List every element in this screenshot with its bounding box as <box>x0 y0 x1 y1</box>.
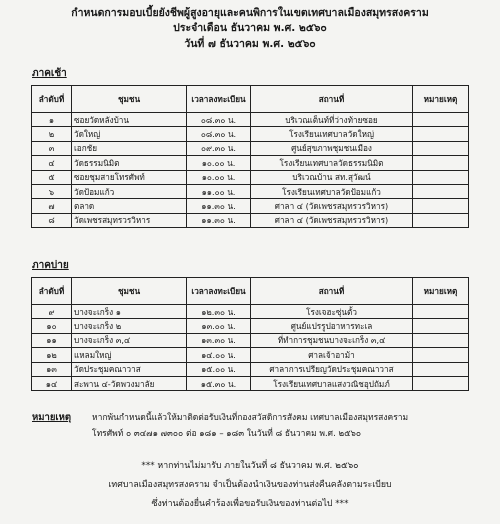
cell-note <box>413 156 469 170</box>
cell-time: ๐๘.๓๐ น. <box>187 113 251 127</box>
cell-time: ๑๒.๓๐ น. <box>187 305 251 319</box>
cell-time: ๑๑.๐๐ น. <box>187 184 251 198</box>
cell-time: ๑๔.๐๐ น. <box>187 348 251 362</box>
table-row <box>32 127 469 141</box>
cell-place: โรงเรียนเทศบาลวัดธรรมนิมิต <box>251 156 413 170</box>
cell-community: สะพาน ๔-วัดพวงมาลัย <box>72 376 187 390</box>
table-row <box>32 170 469 184</box>
remarks-line-1: หากพ้นกำหนดนี้แล้วให้มาติดต่อรับเงินที่กองสวัสดิการสังคม เทศบาลเมืองสมุทรสงคราม <box>92 413 409 423</box>
cell-note <box>413 113 469 127</box>
cell-no: ๕ <box>32 170 72 184</box>
footer-line-2: เทศบาลเมืองสมุทรสงคราม จำเป็นต้องนำเงินของท่านส่งคืนคลังตามระเบียบ <box>108 480 392 490</box>
table-row <box>32 141 469 155</box>
cell-time: ๑๑.๓๐ น. <box>187 199 251 213</box>
cell-place: ศาลาการเปรียญวัดประชุมคณาวาส <box>251 362 413 376</box>
cell-place: ศูนย์สุขภาพชุมชนเมือง <box>251 141 413 155</box>
cell-community: วัดธรรมนิมิต <box>72 156 187 170</box>
table-row <box>32 113 469 127</box>
cell-no: ๑๓ <box>32 362 72 376</box>
cell-community: เอกชัย <box>72 141 187 155</box>
cell-place: โรงเรียนเทศบาลวัดป้อมแก้ว <box>251 184 413 198</box>
cell-community: วัดประชุมคณาวาส <box>72 362 187 376</box>
cell-note <box>413 141 469 155</box>
cell-time: ๑๐.๐๐ น. <box>187 156 251 170</box>
cell-note <box>413 127 469 141</box>
table-row <box>32 376 469 390</box>
cell-time: ๐๙.๓๐ น. <box>187 141 251 155</box>
cell-no: ๙ <box>32 305 72 319</box>
cell-time: ๑๕.๐๐ น. <box>187 362 251 376</box>
cell-note <box>413 184 469 198</box>
cell-note <box>413 362 469 376</box>
cell-no: ๑ <box>32 113 72 127</box>
cell-community: ตลาด <box>72 199 187 213</box>
cell-no: ๖ <box>32 184 72 198</box>
cell-no: ๑๒ <box>32 348 72 362</box>
cell-time: ๑๓.๐๐ น. <box>187 319 251 333</box>
footer-line-3: ซึ่งท่านต้องยื่นคำร้องเพื่อขอรับเงินของท่านต่อไป *** <box>151 499 349 509</box>
remarks-line-2: โทรศัพท์ ๐ ๓๔๗๑ ๗๓๐๐ ต่อ ๑๘๑ – ๑๘๓ ในวันที่ ๘ ธันวาคม พ.ศ. ๒๕๖๐ <box>92 429 362 439</box>
column-header-community: ชุมชน <box>72 278 187 305</box>
table-row <box>32 333 469 347</box>
cell-place: บริเวณบ้าน สท.สุวัฒน์ <box>251 170 413 184</box>
column-header-no: ลำดับที่ <box>32 86 72 113</box>
cell-community: บางจะเกร็ง ๓,๔ <box>72 333 187 347</box>
cell-place: ศูนย์แปรรูปอาหารทะเล <box>251 319 413 333</box>
cell-community: บางจะเกร็ง ๒ <box>72 319 187 333</box>
morning-section-label: ภาคเช้า <box>32 68 67 79</box>
footer-line-1: *** หากท่านไม่มารับ ภายในวันที่ ๘ ธันวาคม พ.ศ. ๒๕๖๐ <box>141 461 359 471</box>
document-month: ประจำเดือน ธันวาคม พ.ศ. ๒๕๖๐ <box>173 22 327 34</box>
table-row <box>32 199 469 213</box>
cell-no: ๘ <box>32 213 72 227</box>
cell-no: ๑๔ <box>32 376 72 390</box>
table-row <box>32 305 469 319</box>
document-date: วันที่ ๗ ธันวาคม พ.ศ. ๒๕๖๐ <box>184 38 316 50</box>
column-header-place: สถานที่ <box>251 86 413 113</box>
cell-note <box>413 319 469 333</box>
table-row <box>32 184 469 198</box>
cell-note <box>413 333 469 347</box>
table-row <box>32 348 469 362</box>
cell-place: โรงเรียนเทศบาลวัดใหญ่ <box>251 127 413 141</box>
cell-community: บางจะเกร็ง ๑ <box>72 305 187 319</box>
cell-note <box>413 348 469 362</box>
column-header-note: หมายเหตุ <box>413 278 469 305</box>
cell-time: ๑๐.๐๐ น. <box>187 170 251 184</box>
remarks-label: หมายเหตุ <box>32 412 72 423</box>
cell-place: ศาลา ๔ (วัดเพชรสมุทรวรวิหาร) <box>251 199 413 213</box>
cell-time: ๐๘.๓๐ น. <box>187 127 251 141</box>
table-row <box>32 213 469 227</box>
document-title: กำหนดการมอบเบี้ยยังชีพผู้สูงอายุและคนพิการในเขตเทศบาลเมืองสมุทรสงคราม <box>71 7 429 19</box>
cell-no: ๑๐ <box>32 319 72 333</box>
cell-no: ๒ <box>32 127 72 141</box>
cell-place: ศาลเจ้าอาม้า <box>251 348 413 362</box>
cell-note <box>413 305 469 319</box>
cell-note <box>413 376 469 390</box>
cell-place: โรงเรียนเทศบาลแสงวณิชอุปถัมภ์ <box>251 376 413 390</box>
table-row <box>32 319 469 333</box>
column-header-community: ชุมชน <box>72 86 187 113</box>
cell-no: ๓ <box>32 141 72 155</box>
table-row <box>32 362 469 376</box>
cell-note <box>413 213 469 227</box>
cell-community: วัดเพชรสมุทรวรวิหาร <box>72 213 187 227</box>
column-header-place: สถานที่ <box>251 278 413 305</box>
cell-time: ๑๑.๓๐ น. <box>187 213 251 227</box>
column-header-time: เวลาลงทะเบียน <box>187 86 251 113</box>
column-header-no: ลำดับที่ <box>32 278 72 305</box>
cell-note <box>413 170 469 184</box>
cell-no: ๑๑ <box>32 333 72 347</box>
cell-time: ๑๕.๓๐ น. <box>187 376 251 390</box>
cell-place: ศาลา ๔ (วัดเพชรสมุทรวรวิหาร) <box>251 213 413 227</box>
cell-place: ที่ทำการชุมชนบางจะเกร็ง ๓,๔ <box>251 333 413 347</box>
cell-no: ๗ <box>32 199 72 213</box>
afternoon-schedule-table <box>31 277 469 391</box>
cell-community: ซอยวัดหลังบ้าน <box>72 113 187 127</box>
cell-time: ๑๓.๓๐ น. <box>187 333 251 347</box>
table-row <box>32 156 469 170</box>
cell-community: วัดใหญ่ <box>72 127 187 141</box>
morning-schedule-table <box>31 85 469 228</box>
cell-place: บริเวณเต็นท์ที่ว่างท้ายซอย <box>251 113 413 127</box>
cell-no: ๔ <box>32 156 72 170</box>
cell-community: แหลมใหญ่ <box>72 348 187 362</box>
cell-community: ซอยชุมสายโทรศัพท์ <box>72 170 187 184</box>
cell-place: โรงเจฮะซุ่นตั้ว <box>251 305 413 319</box>
cell-community: วัดป้อมแก้ว <box>72 184 187 198</box>
column-header-time: เวลาลงทะเบียน <box>187 278 251 305</box>
column-header-note: หมายเหตุ <box>413 86 469 113</box>
cell-note <box>413 199 469 213</box>
afternoon-section-label: ภาคบ่าย <box>32 260 69 271</box>
